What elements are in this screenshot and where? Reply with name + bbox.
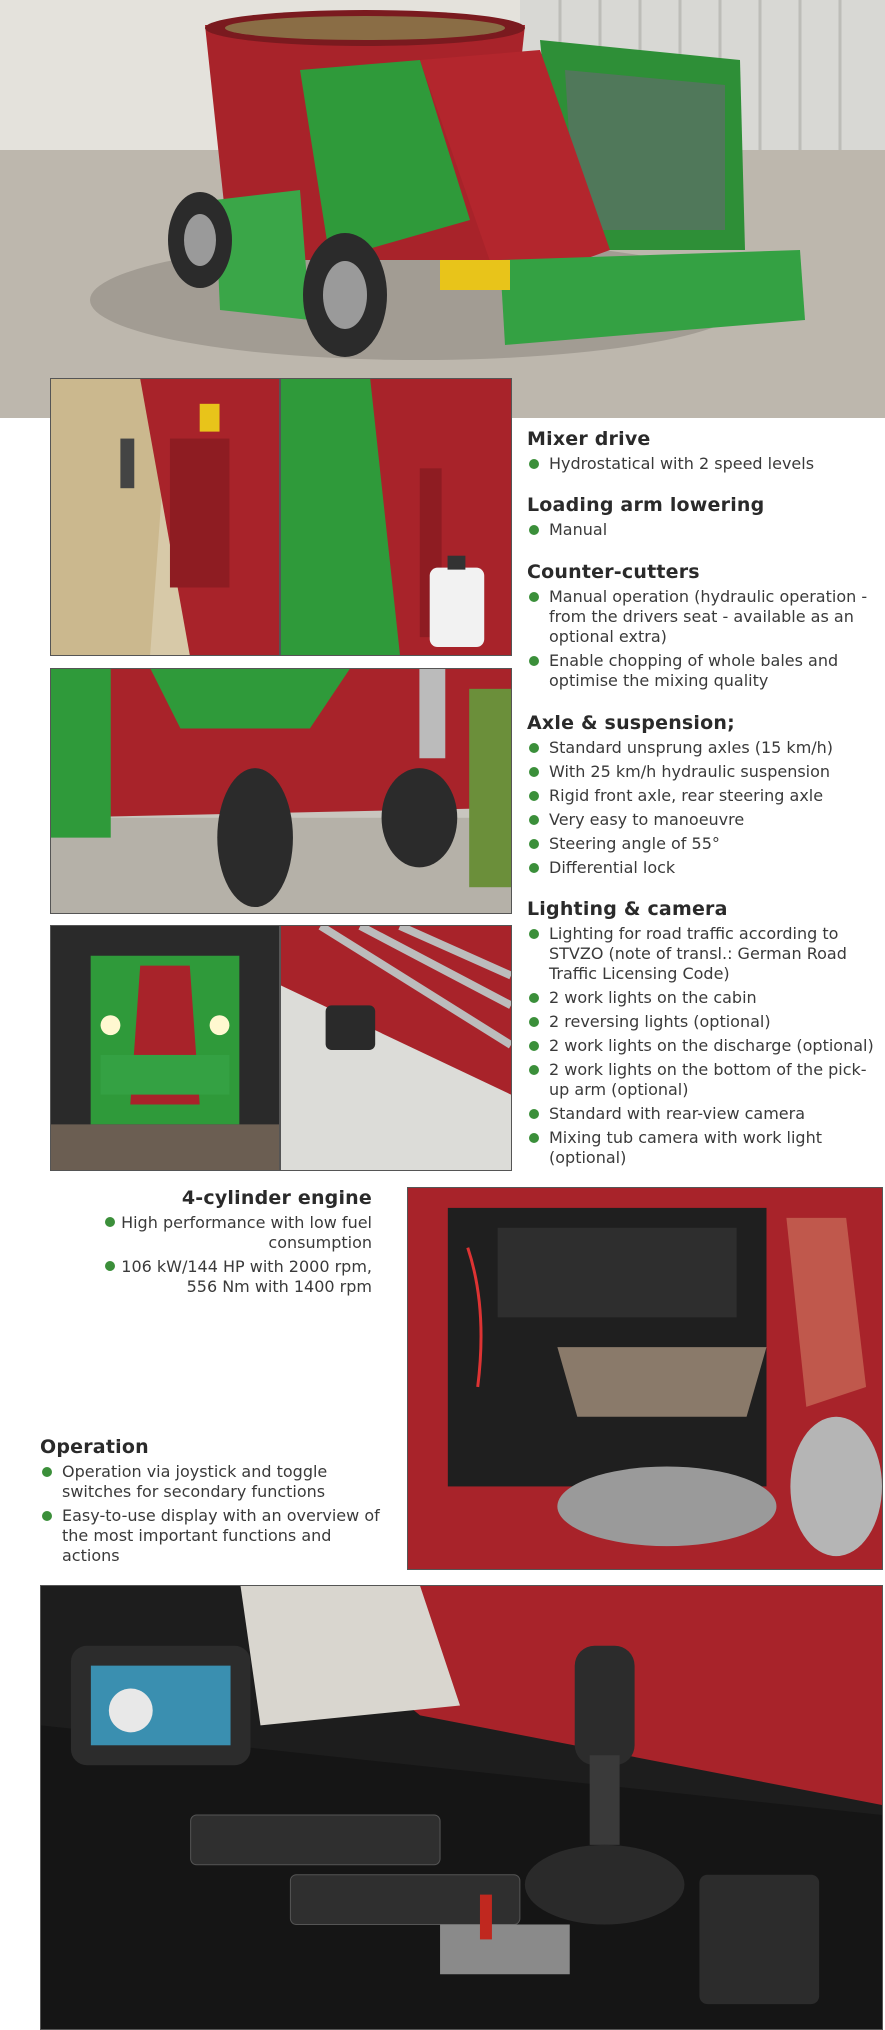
bullet-icon	[105, 1261, 115, 1271]
operation-heading: Operation	[40, 1436, 149, 1458]
list-item: Enable chopping of whole bales and optimise the mixing quality	[527, 651, 882, 691]
list-item: 2 work lights on the cabin	[527, 988, 882, 1008]
list-item: With 25 km/h hydraulic suspension	[527, 762, 882, 782]
bullet-icon	[42, 1467, 52, 1477]
section-lighting-camera	[527, 898, 882, 1172]
list-item: Steering angle of 55°	[527, 834, 882, 854]
bullet-icon	[529, 1109, 539, 1119]
list-item: Manual	[527, 520, 882, 540]
list-item: 106 kW/144 HP with 2000 rpm, 556 Nm with 1400 rpm	[80, 1257, 372, 1297]
loading-arm-heading: Loading arm lowering	[527, 494, 765, 516]
bullet-icon	[529, 993, 539, 1003]
section-counter-cutters	[527, 561, 882, 695]
bullet-icon	[42, 1511, 52, 1521]
bullet-icon	[529, 767, 539, 777]
bullet-icon	[529, 1041, 539, 1051]
section-mixer-drive	[527, 428, 882, 478]
bullet-icon	[529, 1017, 539, 1027]
engine-photo	[407, 1187, 883, 1570]
mixer-drive-heading: Mixer drive	[527, 428, 651, 450]
mixer-drive-photo-right	[280, 378, 512, 656]
axle-suspension-list	[527, 738, 882, 878]
lighting-photo-left	[50, 925, 280, 1171]
bullet-icon	[529, 863, 539, 873]
list-item: Operation via joystick and toggle switches for secondary functions	[40, 1462, 380, 1502]
list-item: Rigid front axle, rear steering axle	[527, 786, 882, 806]
bullet-icon	[529, 839, 539, 849]
bullet-icon	[529, 1065, 539, 1075]
bullet-icon	[529, 815, 539, 825]
list-item: 2 reversing lights (optional)	[527, 1012, 882, 1032]
bullet-icon	[529, 791, 539, 801]
bullet-icon	[529, 592, 539, 602]
section-operation	[40, 1436, 380, 1570]
bullet-icon	[529, 459, 539, 469]
section-engine	[80, 1187, 372, 1301]
engine-list	[80, 1213, 372, 1297]
mixer-drive-list	[527, 454, 882, 474]
bullet-icon	[529, 929, 539, 939]
list-item: Manual operation (hydraulic operation - from the drivers seat - available as an optional extra)	[527, 587, 882, 647]
counter-cutters-list	[527, 587, 882, 691]
bullet-icon	[529, 1133, 539, 1143]
list-item: Lighting for road traffic according to STVZO (note of transl.: German Road Traffic Licensing Code)	[527, 924, 882, 984]
lighting-photo-right	[280, 925, 512, 1171]
lighting-camera-list	[527, 924, 882, 1168]
list-item: Easy-to-use display with an overview of the most important functions and actions	[40, 1506, 380, 1566]
hero-mixer-wagon-photo	[0, 0, 885, 418]
bullet-icon	[105, 1217, 115, 1227]
bullet-icon	[529, 525, 539, 535]
list-item: Standard with rear-view camera	[527, 1104, 882, 1124]
list-item: Hydrostatical with 2 speed levels	[527, 454, 882, 474]
list-item: Differential lock	[527, 858, 882, 878]
list-item: Mixing tub camera with work light (optional)	[527, 1128, 882, 1168]
counter-cutters-heading: Counter-cutters	[527, 561, 700, 583]
list-item: Standard unsprung axles (15 km/h)	[527, 738, 882, 758]
section-loading-arm	[527, 494, 882, 544]
list-item: Very easy to manoeuvre	[527, 810, 882, 830]
section-axle-suspension	[527, 712, 882, 882]
lighting-camera-heading: Lighting & camera	[527, 898, 728, 920]
list-item: 2 work lights on the bottom of the pick-up arm (optional)	[527, 1060, 882, 1100]
bullet-icon	[529, 743, 539, 753]
list-item: High performance with low fuel consumption	[80, 1213, 372, 1253]
axle-suspension-heading: Axle & suspension;	[527, 712, 735, 734]
loading-arm-list	[527, 520, 882, 540]
engine-heading: 4-cylinder engine	[181, 1187, 372, 1209]
mixer-drive-photo-left	[50, 378, 280, 656]
axle-suspension-photo	[50, 668, 512, 914]
cab-controls-photo	[40, 1585, 883, 2030]
operation-list	[40, 1462, 380, 1566]
bullet-icon	[529, 656, 539, 666]
list-item: 2 work lights on the discharge (optional)	[527, 1036, 882, 1056]
